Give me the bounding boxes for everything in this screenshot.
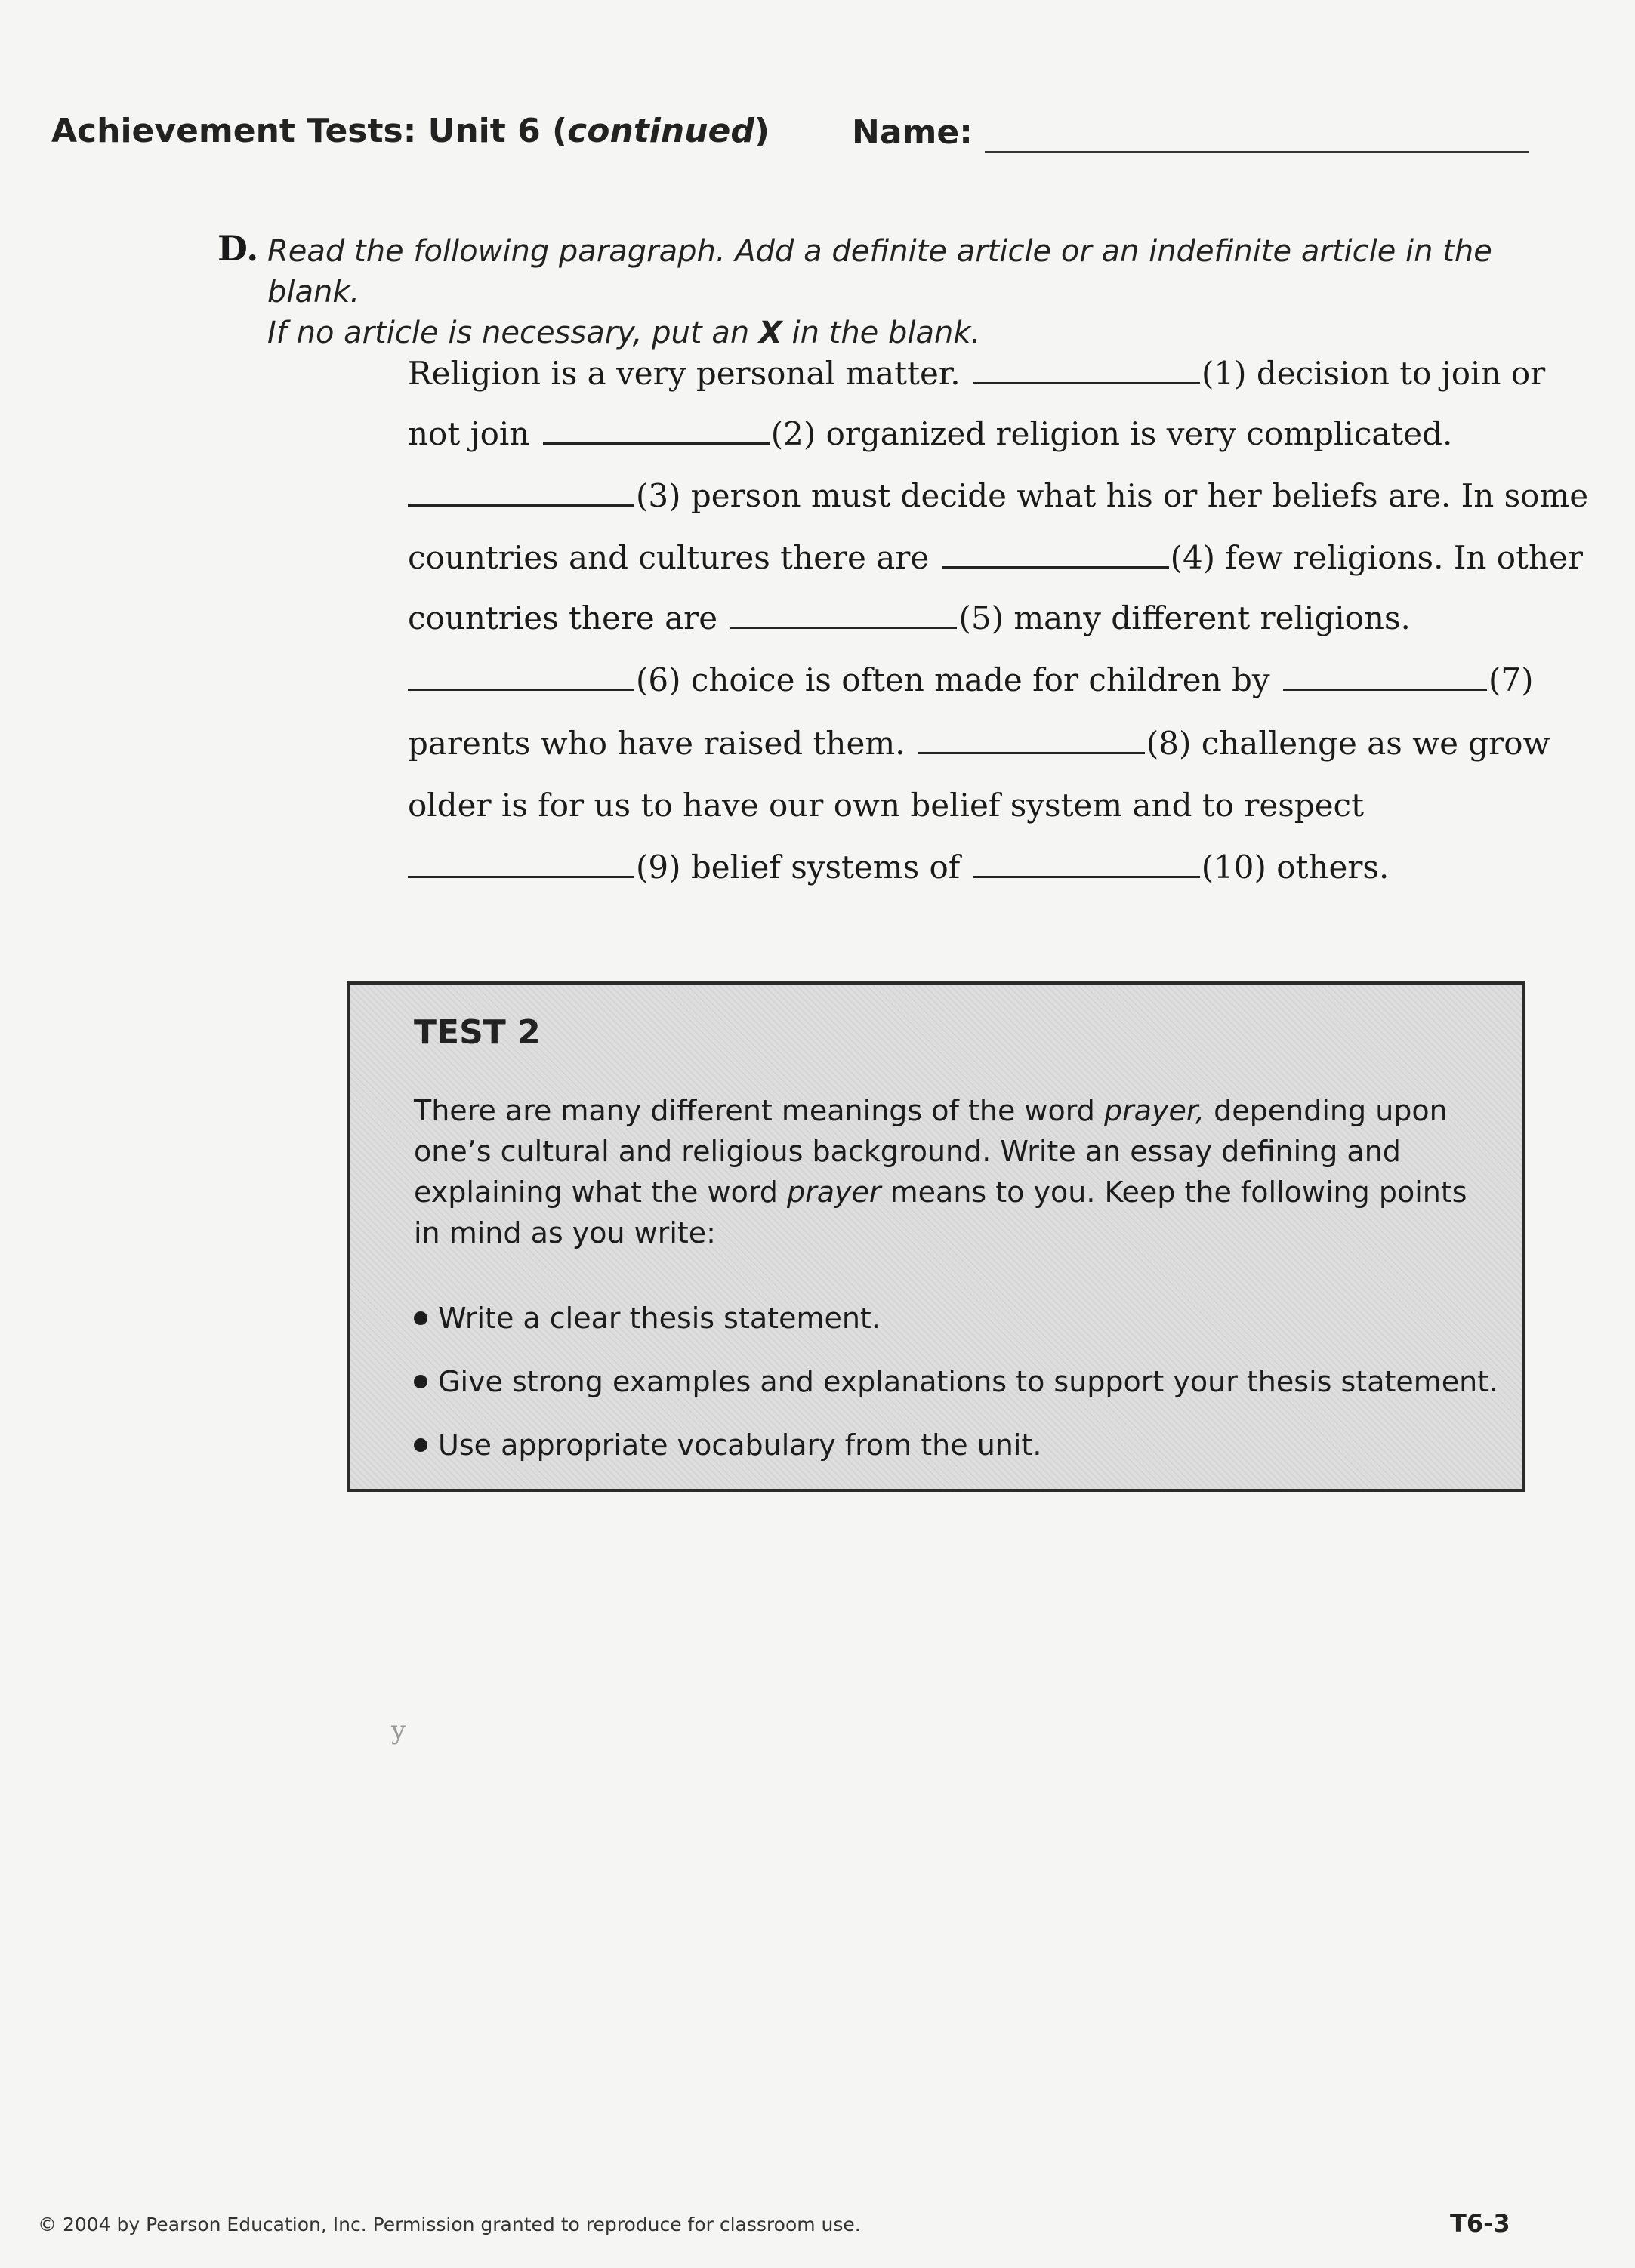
bullet-item (414, 1422, 1501, 1486)
header-title-main: Achievement Tests: Unit 6 ( (51, 112, 568, 150)
paragraph-line-1 (408, 355, 1545, 400)
line-text: (4) few religions. In other (1170, 539, 1583, 576)
bullet-text: Write a clear thesis statement. (438, 1302, 881, 1335)
blank-8[interactable] (918, 751, 1145, 754)
line-text: (9) belief systems of (636, 849, 961, 886)
line-text: not join (408, 415, 530, 452)
instructions-part-1: Read the following paragraph. Add a definite article or an indefinite article in the blank. (267, 234, 1492, 310)
prompt-emphasis: prayer, (1103, 1094, 1205, 1127)
line-text: Religion is a very personal matter. (408, 355, 961, 392)
instructions-x: X (758, 316, 782, 350)
line-text: (6) choice is often made for children by (636, 661, 1270, 698)
line-text: (3) person must decide what his or her beliefs are. In some (636, 477, 1589, 514)
blank-2[interactable] (543, 442, 770, 445)
name-label: Name: (852, 113, 973, 152)
blank-5[interactable] (730, 626, 957, 629)
test-2-title: TEST 2 (414, 1013, 541, 1052)
bullet-icon (414, 1375, 427, 1388)
line-text: countries there are (408, 599, 718, 636)
test-2-prompt (414, 1090, 1486, 1253)
name-blank-line[interactable] (985, 151, 1529, 153)
bullet-text: Give strong examples and explanations to support your thesis statement. (438, 1365, 1498, 1398)
bullet-icon (414, 1438, 427, 1452)
prompt-emphasis: prayer (787, 1176, 881, 1209)
paragraph-line-9 (408, 849, 1389, 894)
page-header-title (51, 112, 770, 150)
blank-9[interactable] (408, 875, 634, 878)
name-field (852, 113, 1532, 159)
line-text: (10) others. (1201, 849, 1390, 886)
footer-copyright: © 2004 by Pearson Education, Inc. Permission granted to reproduce for classroom use. (38, 2214, 861, 2236)
line-text: (1) decision to join or (1202, 355, 1546, 392)
header-title-close: ) (754, 112, 770, 150)
footer-page-number: T6-3 (1450, 2209, 1510, 2238)
section-letter: D. (217, 228, 259, 269)
line-text: older is for us to have our own belief system and to respect (408, 787, 1364, 824)
header-title-continued: continued (567, 112, 754, 150)
blank-10[interactable] (973, 875, 1200, 878)
blank-6[interactable] (408, 688, 634, 691)
line-text: countries and cultures there are (408, 539, 930, 576)
blank-4[interactable] (942, 565, 1169, 569)
prompt-text: There are many different meanings of the word (414, 1094, 1095, 1127)
paragraph-line-3 (408, 477, 1588, 522)
stray-mark: y (391, 1715, 406, 1746)
blank-7[interactable] (1283, 688, 1487, 691)
prompt-text: means to you. Keep the following points in mind as you write: (414, 1176, 1467, 1250)
line-text: (5) many different religions. (958, 599, 1411, 636)
bullet-item (414, 1359, 1501, 1422)
paragraph-line-7 (408, 725, 1550, 770)
instructions-part-2: If no article is necessary, put an (267, 316, 750, 350)
instructions-part-3: in the blank. (791, 316, 981, 350)
paragraph-line-4 (408, 539, 1583, 584)
prompt-text: depending upon one’s cultural and religious background. Write an essay defining and explaining what the word (414, 1094, 1448, 1209)
paragraph-line-2 (408, 415, 1452, 461)
paragraph-line-5 (408, 599, 1411, 645)
line-text: (7) (1488, 661, 1534, 698)
section-d-instructions (267, 231, 1506, 353)
bullet-text: Use appropriate vocabulary from the unit. (438, 1428, 1042, 1462)
test-2-bullet-list (414, 1296, 1501, 1486)
paragraph-line-6 (408, 661, 1534, 707)
blank-3[interactable] (408, 504, 634, 507)
bullet-icon (414, 1311, 427, 1325)
paragraph-line-8 (408, 787, 1364, 832)
line-text: (8) challenge as we grow (1146, 725, 1550, 762)
test-2-box (347, 981, 1525, 1492)
bullet-item (414, 1296, 1501, 1359)
blank-1[interactable] (973, 381, 1200, 384)
line-text: (2) organized religion is very complicated. (770, 415, 1453, 452)
line-text: parents who have raised them. (408, 725, 905, 762)
